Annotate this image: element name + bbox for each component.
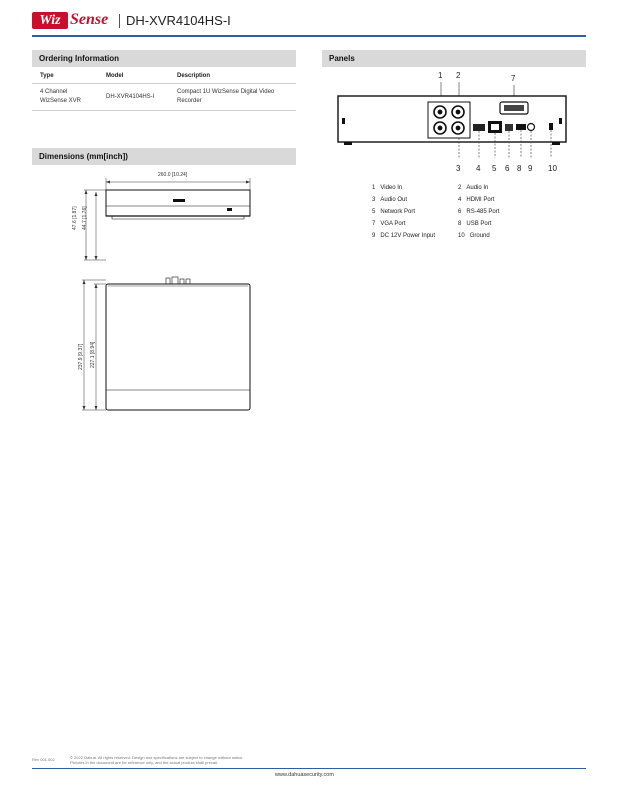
depth-inner-label: 227.1 [8.94] bbox=[90, 341, 96, 368]
copyright-line-2: Pictures in the document are for reference only, and the actual product shall prevail. bbox=[70, 760, 219, 765]
depth-outer-label: 237.9 [9.37] bbox=[78, 343, 84, 370]
dimensions-section-header: Dimensions (mm[inch]) bbox=[32, 148, 296, 165]
table-divider bbox=[32, 83, 296, 84]
footer-rule bbox=[32, 768, 586, 769]
column-header-description: Description bbox=[177, 73, 211, 79]
revision-label: Rev 001.002 bbox=[32, 757, 55, 762]
cell-model: DH-XVR4104HS-I bbox=[106, 94, 155, 100]
legend-item: 8 USB Port bbox=[458, 221, 492, 227]
ordering-section-header: Ordering Information bbox=[32, 50, 296, 67]
legend-item: 3 Audio Out bbox=[372, 197, 408, 203]
cell-description-line1: Compact 1U WizSense Digital Video bbox=[177, 89, 275, 95]
callout-7: 7 bbox=[511, 74, 516, 83]
legend-item: 9 DC 12V Power Input bbox=[372, 233, 436, 239]
legend-item: 10 Ground bbox=[458, 233, 490, 239]
height-inner-label: 44.7 [1.76] bbox=[82, 206, 88, 230]
panels-section-header: Panels bbox=[322, 50, 586, 67]
width-dimension-label: 260.0 [10.24] bbox=[158, 172, 188, 178]
callout-3: 3 bbox=[456, 164, 461, 173]
header-rule bbox=[32, 35, 586, 37]
callout-4: 4 bbox=[476, 164, 481, 173]
legend-item: 2 Audio In bbox=[458, 185, 489, 191]
callout-5: 5 bbox=[492, 164, 497, 173]
header-separator bbox=[119, 14, 120, 28]
logo-wiz: Wiz bbox=[32, 12, 68, 29]
callout-1: 1 bbox=[438, 71, 443, 80]
cell-type-line1: 4 Channel bbox=[40, 89, 68, 95]
callout-8: 8 bbox=[517, 164, 522, 173]
cell-description-line2: Recorder bbox=[177, 98, 202, 104]
height-outer-label: 47.6 [1.87] bbox=[72, 206, 78, 230]
legend-item: 4 HDMI Port bbox=[458, 197, 495, 203]
column-header-type: Type bbox=[40, 73, 54, 79]
legend-item: 6 RS-485 Port bbox=[458, 209, 500, 215]
website-link[interactable]: www.dahuasecurity.com bbox=[275, 772, 334, 778]
callout-6: 6 bbox=[505, 164, 510, 173]
top-view-drawing bbox=[76, 272, 262, 414]
callout-9: 9 bbox=[528, 164, 533, 173]
legend-item: 5 Network Port bbox=[372, 209, 416, 215]
logo-sense: Sense bbox=[70, 11, 109, 28]
copyright-line-1: © 2022 Dahua. All rights reserved. Design and specifications are subject to change without notice. bbox=[70, 755, 244, 760]
rear-panel-drawing bbox=[330, 82, 580, 166]
legend-item: 7 VGA Port bbox=[372, 221, 406, 227]
legend-item: 1 Video In bbox=[372, 185, 403, 191]
column-header-model: Model bbox=[106, 73, 124, 79]
page-title: DH-XVR4104HS-I bbox=[126, 13, 231, 28]
callout-10: 10 bbox=[548, 164, 557, 173]
table-bottom-line bbox=[32, 110, 296, 111]
callout-2: 2 bbox=[456, 71, 461, 80]
front-view-drawing bbox=[76, 172, 262, 264]
cell-type-line2: WizSense XVR bbox=[40, 98, 82, 104]
